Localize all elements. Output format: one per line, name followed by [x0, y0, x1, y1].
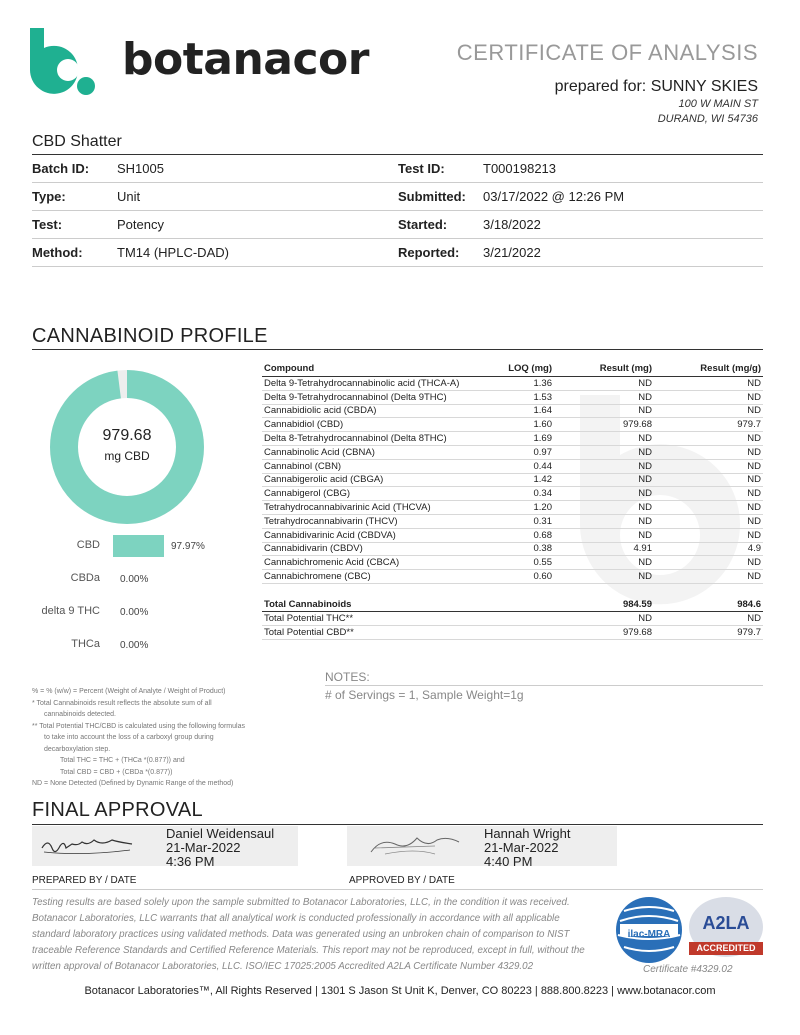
- table-cell: Cannabidivarin (CBDV): [262, 542, 494, 556]
- table-cell: 0.55: [494, 556, 554, 570]
- table-cell: ND: [554, 432, 654, 446]
- table-row: [262, 377, 763, 391]
- started-value: 3/18/2022: [483, 217, 541, 232]
- prepared-time: 4:36 PM: [166, 854, 215, 869]
- table-cell: 979.68: [554, 418, 654, 432]
- table-cell: ND: [554, 570, 654, 584]
- footnote-line: to take into account the loss of a carboxyl group during: [44, 734, 214, 741]
- table-cell: 1.36: [494, 377, 554, 391]
- total-cell: 979.68: [554, 626, 654, 640]
- table-cell: ND: [654, 514, 763, 528]
- batch-value: SH1005: [117, 161, 164, 176]
- product-name: CBD Shatter: [32, 133, 122, 150]
- type-label: Type:: [32, 189, 66, 204]
- table-cell: ND: [654, 487, 763, 501]
- footnote-line: * Total Cannabinoids result reflects the absolute sum of all: [32, 699, 212, 707]
- table-cell: 0.44: [494, 459, 554, 473]
- total-cell: 984.59: [554, 598, 654, 612]
- table-cell: ND: [654, 432, 763, 446]
- test-label: Test:: [32, 217, 63, 232]
- table-cell: 1.42: [494, 473, 554, 487]
- footnote-line: cannabinoids detected.: [44, 711, 116, 718]
- reported-value: 3/21/2022: [483, 245, 541, 260]
- table-cell: ND: [554, 528, 654, 542]
- table-cell: 0.38: [494, 542, 554, 556]
- footnote-line: % = % (w/w) = Percent (Weight of Analyte / Weight of Product): [32, 688, 226, 695]
- table-cell: ND: [654, 473, 763, 487]
- batch-label: Batch ID:: [32, 161, 90, 176]
- table-cell: 1.20: [494, 501, 554, 515]
- divider: [32, 266, 763, 267]
- table-cell: Cannabidivarinic Acid (CBDVA): [262, 528, 494, 542]
- total-cell: 984.6: [654, 598, 763, 612]
- approved-signature-icon: [365, 834, 465, 865]
- submitted-value: 03/17/2022 @ 12:26 PM: [483, 189, 625, 204]
- divider: [32, 210, 763, 211]
- table-cell: 1.60: [494, 418, 554, 432]
- bar-value: 0.00%: [120, 574, 149, 585]
- table-cell: 0.97: [494, 445, 554, 459]
- table-cell: ND: [554, 501, 654, 515]
- total-cell: [494, 598, 554, 612]
- total-cell: ND: [654, 612, 763, 626]
- table-cell: Tetrahydrocannabivarinic Acid (THCVA): [262, 501, 494, 515]
- table-row: [262, 556, 763, 570]
- table-cell: 4.91: [554, 542, 654, 556]
- table-cell: Cannabichromenic Acid (CBCA): [262, 556, 494, 570]
- donut-unit: mg CBD: [104, 449, 150, 463]
- accredited-label: ACCREDITED: [689, 942, 763, 955]
- approved-time: 4:40 PM: [484, 854, 533, 869]
- reported-label: Reported:: [398, 245, 460, 260]
- prepared-for: prepared for: SUNNY SKIES: [554, 78, 758, 95]
- table-row: [262, 459, 763, 473]
- started-label: Started:: [398, 217, 448, 232]
- testid-label: Test ID:: [398, 161, 445, 176]
- table-cell: 1.53: [494, 390, 554, 404]
- table-cell: ND: [554, 459, 654, 473]
- table-row: [262, 501, 763, 515]
- total-cell: [494, 626, 554, 640]
- total-row: [262, 612, 763, 626]
- table-cell: ND: [554, 404, 654, 418]
- table-cell: ND: [654, 556, 763, 570]
- prepared-signature-icon: [38, 834, 138, 865]
- botanacor-logo-icon: [26, 26, 96, 96]
- table-cell: ND: [554, 390, 654, 404]
- cbd-donut-chart: [50, 370, 204, 524]
- type-value: Unit: [117, 189, 141, 204]
- table-cell: 1.64: [494, 404, 554, 418]
- submitted-label: Submitted:: [398, 189, 466, 204]
- divider: [32, 154, 763, 155]
- table-cell: ND: [554, 487, 654, 501]
- table-cell: ND: [554, 445, 654, 459]
- footnote-line: Total CBD = CBD + (CBDa *(0.877)): [60, 768, 173, 776]
- table-cell: 0.60: [494, 570, 554, 584]
- notes-title: NOTES:: [325, 670, 370, 684]
- table-cell: 1.69: [494, 432, 554, 446]
- test-value: Potency: [117, 217, 164, 232]
- divider: [32, 238, 763, 239]
- approved-name: Hannah Wright: [484, 826, 571, 841]
- bar-label: CBDa: [70, 572, 100, 584]
- donut-cbd-arc: [64, 384, 190, 510]
- total-cell: ND: [554, 612, 654, 626]
- table-cell: Cannabichromene (CBC): [262, 570, 494, 584]
- table-cell: Cannabigerolic acid (CBGA): [262, 473, 494, 487]
- table-cell: Delta 9-Tetrahydrocannabinol (Delta 9THC): [262, 390, 494, 404]
- approved-date: 21-Mar-2022: [484, 840, 559, 855]
- method-label: Method:: [32, 245, 83, 260]
- table-header: LOQ (mg): [494, 363, 554, 377]
- table-cell: ND: [654, 501, 763, 515]
- footer-text: Botanacor Laboratories™, All Rights Reserved | 1301 S Jason St Unit K, Denver, CO 80223 | 888.800.8223 | www.botanacor.com: [84, 985, 716, 997]
- table-cell: ND: [654, 528, 763, 542]
- bar-value: 0.00%: [120, 640, 149, 651]
- address-line-2: DURAND, WI 54736: [657, 113, 758, 125]
- table-cell: Cannabinol (CBN): [262, 459, 494, 473]
- table-cell: Cannabidiolic acid (CBDA): [262, 404, 494, 418]
- table-cell: Tetrahydrocannabivarin (THCV): [262, 514, 494, 528]
- table-header: Result (mg/g): [654, 363, 763, 377]
- profile-title: CANNABINOID PROFILE: [32, 325, 268, 347]
- table-header: Compound: [262, 363, 494, 377]
- donut-value: 979.68: [102, 427, 152, 444]
- ilac-label: ilac-MRA: [627, 929, 671, 940]
- table-cell: ND: [654, 377, 763, 391]
- document-title: CERTIFICATE OF ANALYSIS: [456, 40, 758, 65]
- table-cell: ND: [554, 556, 654, 570]
- table-row: [262, 528, 763, 542]
- disclaimer-text: Testing results are based solely upon the sample submitted to Botanacor Laboratories, LLC, in the condition it was received. Botanacor Laboratories, LLC warrants that all analytical work is conducted professionally in accordance with all applicable standard laboratory practices using validated methods. Data was generated using an unbroken chain of comparison to NIST traceable Reference Standards and Certified Reference Materials. This report may not be reproduced, except in full, without the written approval of Botanacor Laboratories, LLC. ISO/IEC 17025:2005 Accredited A2LA Certificate Number 4329.02: [32, 897, 585, 972]
- notes-text: # of Servings = 1, Sample Weight=1g: [325, 688, 524, 702]
- table-row: [262, 418, 763, 432]
- divider: [32, 182, 763, 183]
- certificate-number: Certificate #4329.02: [643, 964, 733, 975]
- table-cell: Cannabidiol (CBD): [262, 418, 494, 432]
- divider: [32, 349, 763, 350]
- table-row: [262, 473, 763, 487]
- table-cell: 4.9: [654, 542, 763, 556]
- table-cell: Cannabinolic Acid (CBNA): [262, 445, 494, 459]
- bar-label: CBD: [76, 539, 100, 551]
- table-row: [262, 432, 763, 446]
- table-row: [262, 487, 763, 501]
- table-cell: 0.31: [494, 514, 554, 528]
- table-cell: ND: [654, 570, 763, 584]
- divider: [325, 685, 763, 686]
- table-cell: 0.68: [494, 528, 554, 542]
- table-row: [262, 445, 763, 459]
- footnote-line: ** Total Potential THC/CBD is calculated using the following formulas: [32, 722, 245, 730]
- table-cell: ND: [554, 377, 654, 391]
- testid-value: T000198213: [483, 161, 557, 176]
- prepared-name: Daniel Weidensaul: [166, 826, 275, 841]
- bar-value: 0.00%: [120, 607, 149, 618]
- table-cell: Delta 8-Tetrahydrocannabinol (Delta 8THC): [262, 432, 494, 446]
- cannabinoid-table: [262, 363, 763, 640]
- approval-title: FINAL APPROVAL: [32, 799, 203, 821]
- table-cell: ND: [654, 459, 763, 473]
- divider: [32, 824, 763, 825]
- approved-caption: APPROVED BY / DATE: [349, 875, 455, 886]
- prepared-date: 21-Mar-2022: [166, 840, 241, 855]
- total-row: [262, 626, 763, 640]
- total-cell: [494, 612, 554, 626]
- method-value: TM14 (HPLC-DAD): [117, 245, 229, 260]
- footnote-line: Total THC = THC + (THCa *(0.877)) and: [60, 757, 185, 764]
- total-cell: 979.7: [654, 626, 763, 640]
- total-cell: Total Potential THC**: [262, 612, 494, 626]
- table-row: [262, 570, 763, 584]
- table-cell: ND: [554, 514, 654, 528]
- table-cell: ND: [654, 390, 763, 404]
- bar-fill: [113, 535, 164, 557]
- footnote-line: decarboxylation step.: [44, 745, 111, 753]
- table-row: [262, 390, 763, 404]
- table-cell: ND: [654, 404, 763, 418]
- table-cell: Delta 9-Tetrahydrocannabinolic acid (THCA-A): [262, 377, 494, 391]
- table-cell: ND: [554, 473, 654, 487]
- table-row: [262, 542, 763, 556]
- table-cell: 0.34: [494, 487, 554, 501]
- table-cell: ND: [654, 445, 763, 459]
- bar-label: delta 9 THC: [41, 605, 100, 617]
- table-row: [262, 514, 763, 528]
- table-cell: Cannabigerol (CBG): [262, 487, 494, 501]
- bar-label: THCa: [71, 638, 100, 650]
- bar-value: 97.97%: [171, 541, 205, 552]
- table-cell: 979.7: [654, 418, 763, 432]
- table-row: [262, 404, 763, 418]
- prepared-caption: PREPARED BY / DATE: [32, 875, 137, 886]
- address-line-1: 100 W MAIN ST: [678, 98, 758, 110]
- divider: [32, 889, 763, 890]
- total-cell: Total Cannabinoids: [262, 598, 494, 612]
- brand-name: botanacor: [122, 34, 369, 85]
- total-cell: Total Potential CBD**: [262, 626, 494, 640]
- footnote-line: ND = None Detected (Defined by Dynamic Range of the method): [32, 780, 234, 787]
- table-header: Result (mg): [554, 363, 654, 377]
- a2la-label: A2LA: [702, 913, 750, 933]
- total-row: [262, 598, 763, 612]
